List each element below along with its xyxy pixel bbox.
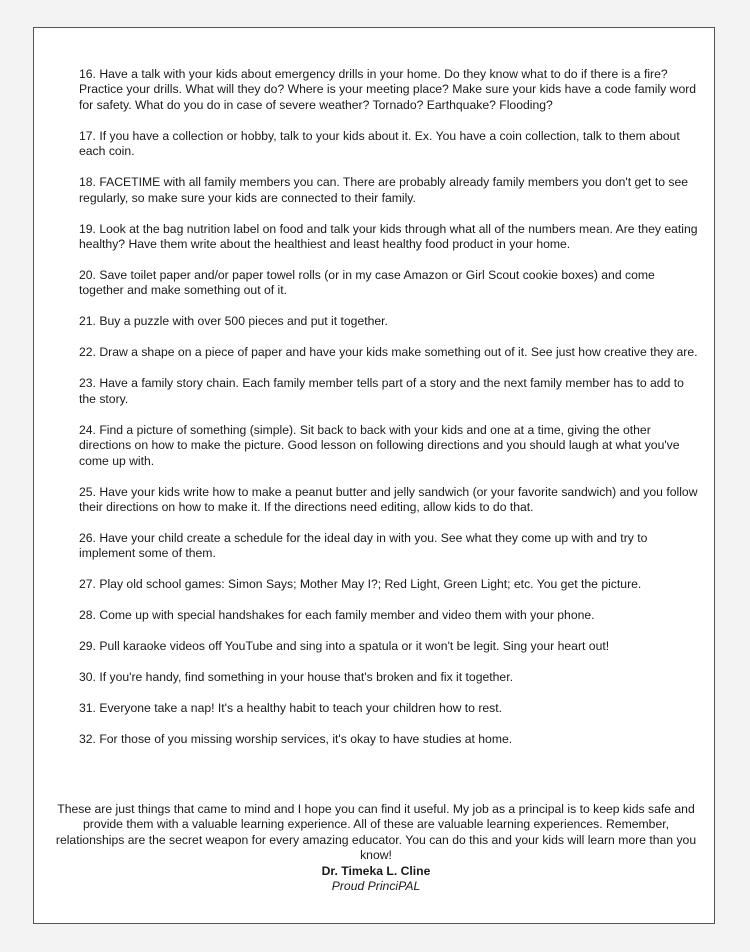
list-item: 32. For those of you missing worship services, it's okay to have studies at home. bbox=[79, 732, 513, 747]
list-item: 24. Find a picture of something (simple). Sit back to back with your kids and one at a time, giving the other directions on how to make the picture. Good lesson on following directions and you should laugh at what you've come up with. bbox=[79, 422, 680, 468]
list-item: 26. Have your child create a schedule for the ideal day in with you. See what they come up with and try to implement some of them. bbox=[79, 531, 648, 561]
list-item: 25. Have your kids write how to make a peanut butter and jelly sandwich (or your favorite sandwich) and you follow their directions on how to make it. If the directions need editing, allow kids to do that. bbox=[79, 484, 698, 515]
list-item: 28. Come up with special handshakes for each family member and video them with your phone. bbox=[79, 608, 595, 623]
closing-section bbox=[52, 802, 700, 894]
signature-title: Proud PrinciPAL bbox=[331, 879, 421, 894]
list-item: 27. Play old school games: Simon Says; Mother May I?; Red Light, Green Light; etc. You get the picture. bbox=[79, 577, 642, 592]
list-item: 23. Have a family story chain. Each family member tells part of a story and the next family member has to add to the story. bbox=[79, 376, 684, 406]
list-item: 20. Save toilet paper and/or paper towel rolls (or in my case Amazon or Girl Scout cookie boxes) and come together and make something out of it. bbox=[79, 268, 655, 298]
signature-name: Dr. Timeka L. Cline bbox=[321, 863, 431, 878]
list-item: 29. Pull karaoke videos off YouTube and sing into a spatula or it won't be legit. Sing your heart out! bbox=[79, 639, 610, 654]
list-item: 17. If you have a collection or hobby, talk to your kids about it. Ex. You have a coin collection, talk to them about each coin. bbox=[79, 128, 680, 159]
list-item: 16. Have a talk with your kids about emergency drills in your home. Do they know what to do if there is a fire? Practice your drills. What will they do? Where is your meeting place? Make sure your kids have a code family word for safety. What do you do in case of severe weather? Tornado? Earthquake? Flooding? bbox=[79, 67, 697, 112]
list-item: 18. FACETIME with all family members you can. There are probably already family members you don't get to see regularly, so make sure your kids are connected to their family. bbox=[79, 175, 689, 205]
list-item: 19. Look at the bag nutrition label on food and talk your kids through what all of the numbers mean. Are they eating healthy? Have them write about the healthiest and least healthy food product in your home. bbox=[79, 221, 698, 252]
list-item: 21. Buy a puzzle with over 500 pieces and put it together. bbox=[79, 314, 388, 329]
list-item: 22. Draw a shape on a piece of paper and have your kids make something out of it. See just how creative they are. bbox=[79, 345, 698, 360]
activity-list bbox=[79, 67, 699, 763]
list-item: 31. Everyone take a nap! It's a healthy habit to teach your children how to rest. bbox=[79, 701, 503, 716]
list-item: 30. If you're handy, find something in your house that's broken and fix it together. bbox=[79, 670, 513, 685]
closing-paragraph: These are just things that came to mind and I hope you can find it useful. My job as a principal is to keep kids safe and provide them with a valuable learning experience. All of these are valuable learning experiences. Remember, relationships are the secret weapon for every amazing educator. You can do this and your kids will learn more than you know! bbox=[55, 802, 697, 863]
document-page bbox=[33, 27, 715, 924]
